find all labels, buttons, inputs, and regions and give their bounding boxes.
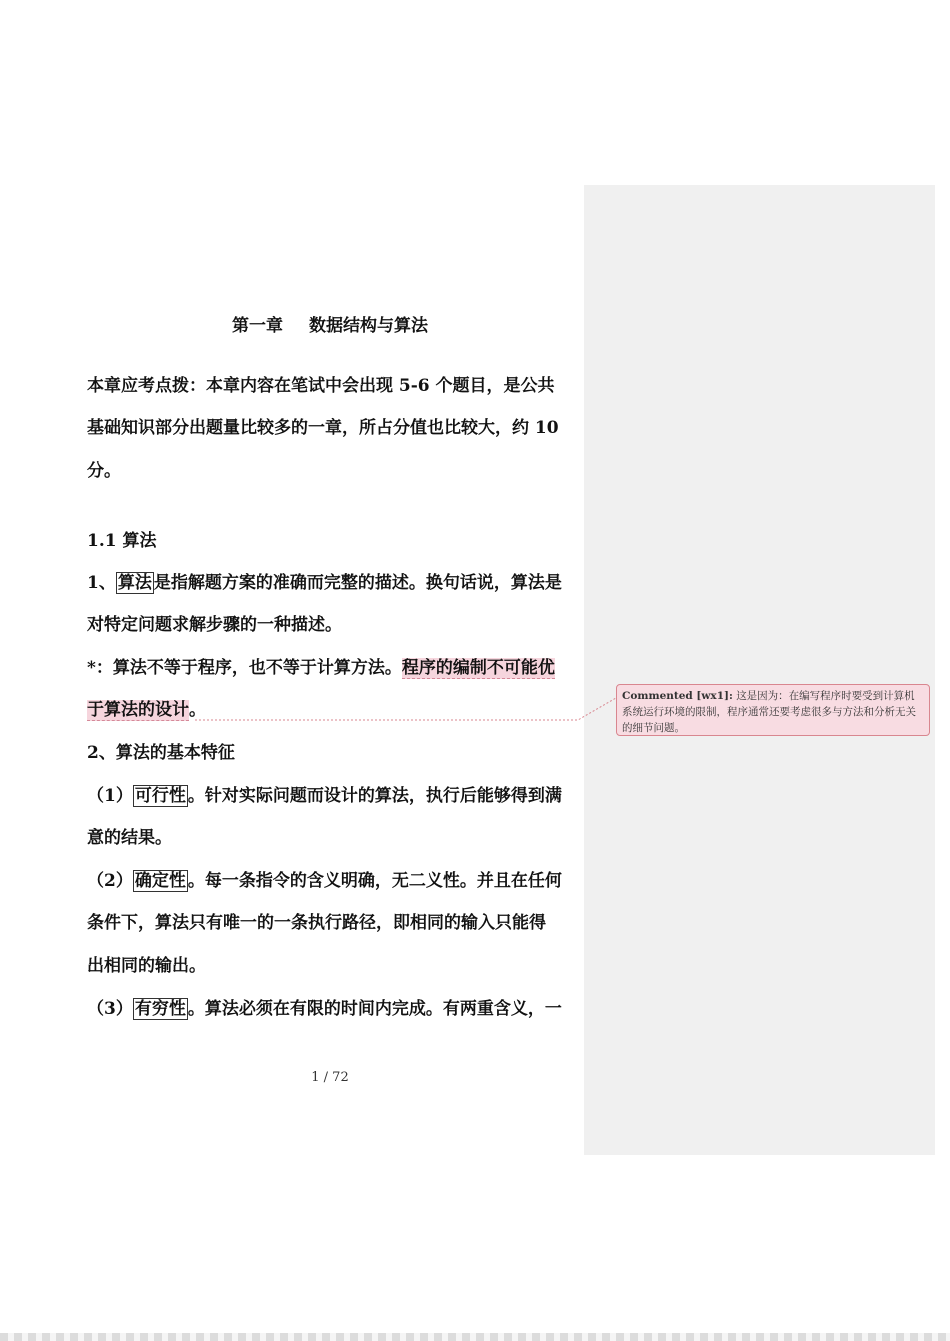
note-text: *：算法不等于程序，也不等于计算方法。: [87, 658, 402, 678]
commented-text-part-1[interactable]: 程序的编制不可能优: [401, 658, 555, 678]
note-line-1: [87, 655, 577, 681]
feature-1-text: 。针对实际问题而设计的算法，执行后能够得到满: [187, 786, 562, 806]
chapter-number: 第一章: [232, 316, 283, 336]
feature-3-prefix: （3）: [87, 999, 133, 1019]
note-line-2: [87, 697, 577, 723]
feature-1-prefix: （1）: [87, 786, 133, 806]
paragraph-1-line-1: [87, 570, 577, 596]
term-finiteness: 有穷性: [134, 999, 186, 1019]
term-algorithm: 算法: [117, 573, 152, 593]
intro-line-2: 基础知识部分出题量比较多的一章，所占分值也比较大，约 10: [87, 418, 559, 438]
comment-text: 这是因为：在编写程序时要受到计算机系统运行环境的限制，程序通常还要考虑很多与方法和分析无关的细节问题。: [622, 690, 916, 734]
term-feasibility: 可行性: [134, 786, 186, 806]
feature-2-line-2: 条件下，算法只有唯一的一条执行路径，即相同的输入只能得: [87, 913, 546, 933]
feature-1-line-1: [87, 783, 577, 809]
feature-3-line-1: [87, 996, 577, 1022]
term-determinism: 确定性: [134, 871, 186, 891]
comment-author: Commented [wx1]:: [622, 690, 733, 702]
chapter-name: 数据结构与算法: [309, 316, 428, 336]
next-page-edge: [0, 1333, 950, 1341]
paragraph-1-prefix: 1、: [87, 573, 116, 593]
feature-1-line-2: 意的结果。: [87, 828, 172, 848]
paragraph-2-heading: 2、算法的基本特征: [87, 743, 235, 763]
intro-line-3: 分。: [87, 461, 121, 481]
page-number: 1 / 72: [311, 1070, 349, 1085]
intro-line-1: 本章应考点拨：本章内容在笔试中会出现 5-6 个题目，是公共: [87, 376, 555, 396]
chapter-title: [0, 313, 660, 339]
feature-2-prefix: （2）: [87, 871, 133, 891]
note-end: 。: [189, 700, 206, 720]
feature-2-line-3: 出相同的输出。: [87, 956, 206, 976]
paragraph-1-line-2: 对特定问题求解步骤的一种描述。: [87, 615, 342, 635]
paragraph-1-text: 是指解题方案的准确而完整的描述。换句话说，算法是: [153, 573, 562, 593]
feature-3-text: 。算法必须在有限的时间内完成。有两重含义，一: [187, 999, 562, 1019]
feature-2-line-1: [87, 868, 577, 894]
section-heading: 1.1 算法: [87, 531, 157, 551]
commented-text-part-2[interactable]: 于算法的设计: [87, 700, 189, 720]
feature-2-text: 。每一条指令的含义明确，无二义性。并且在任何: [187, 871, 562, 891]
comment-balloon[interactable]: [616, 684, 930, 736]
